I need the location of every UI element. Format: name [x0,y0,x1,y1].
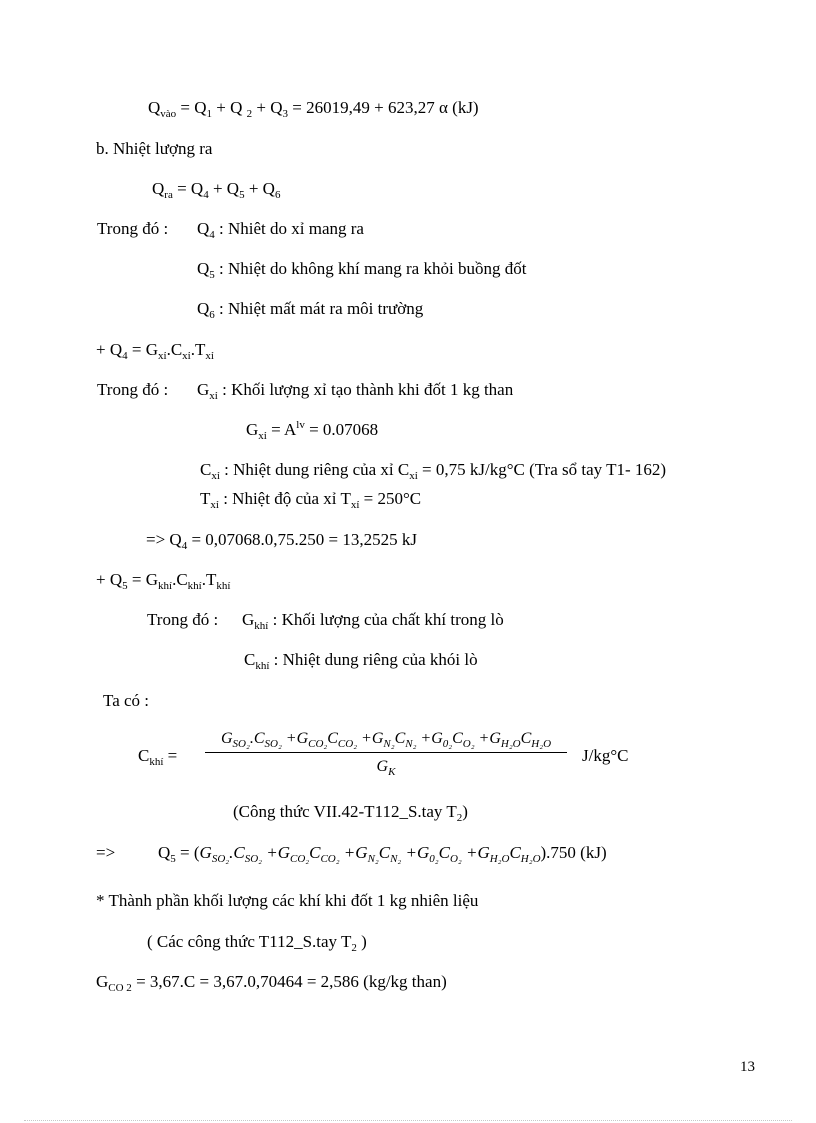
q5-formula: + $Q_5 = G_{khí}.C_{khí}.T_{khí}$ [96,570,231,592]
ta-co-label: Ta có : [103,691,150,710]
ckhi-unit: J/kg°C [582,746,629,765]
ckhi-fraction [205,728,567,778]
def-gxi: $G_{xỉ}$ : Khối lượng xỉ tạo thành khi đốt 1 kg than [197,380,514,402]
formula-reference: (Công thức VII.42-T112_S.tay $T_2$) [233,802,468,824]
formula-reference-2: ( Các công thức T112_S.tay $T_2$ ) [147,932,367,954]
qvao-equation: $Q_{vào} = Q_1 + Q$ $_2 + Q_3 = 26019,49 + 623,27$ α (kJ) [148,98,479,120]
ckhi-lhs: $C_{khí}$ = [138,746,178,768]
def-q5: $Q_5$ : Nhiệt do không khí mang ra khỏi buồng đốt [197,259,527,281]
page-number: 13 [740,1059,755,1075]
gco2-equation: $G_{CO 2} = 3,67.C = 3,67.0,70464 = 2,586$ (kg/kg than) [96,972,447,994]
alpha-symbol: α [438,98,448,117]
trong-do-label: Trong đó : [97,380,169,399]
fraction-numerator: $G_{SO_2}.C_{SO_2} +G_{CO_2}C_{CO_2} +G_{N_2}C_{N_2} +G_{0_2}C_{O_2} +G_{H_2O}C_{H_2O}$ [220,730,552,750]
def-q6: $Q_6$ : Nhiệt mất mát ra môi trường [197,299,424,321]
def-q4: $Q_4$ : Nhiêt do xỉ mang ra [197,219,364,241]
def-ckhi: $C_{khí}$ : Nhiệt dung riêng của khói lò [244,650,478,672]
def-cxi: $C_{xỉ}$ : Nhiệt dung riêng của xỉ $C_{xỉ} = 0,75$ kJ/kg°C (Tra sổ tay T1- 162) [200,460,667,482]
section-heading: b. Nhiệt lượng ra [96,139,213,158]
trong-do-label: Trong đó : [147,610,219,629]
def-gkhi: $G_{khí}$ : Khối lượng của chất khí trong lò [242,610,504,632]
gxi-value: $G_{xỉ} = A^{lv} = 0.07068$ [246,419,379,442]
fraction-denominator: $G_K$ [376,758,396,778]
trong-do-label: Trong đó : [97,219,169,238]
q4-result: => $Q_4 = 0,07068.0,75.250 = 13,2525$ kJ [146,530,417,552]
q5-expansion: $Q_5 = (G_{SO_2}.C_{SO_2} +G_{CO_2}C_{CO_2} +G_{N_2}C_{N_2} +G_{0_2}C_{O_2} +G_{H_2O}C_{H_2O}).750$ (kJ) [158,843,607,865]
def-txi: $T_{xỉ}$ : Nhiệt độ của xỉ $T_{xỉ} = 250^\circ C$ [200,489,422,511]
q4-formula: + $Q_4 = G_{xỉ}.C_{xỉ}.T_{xỉ}$ [96,340,214,362]
arrow: => [96,843,116,862]
fraction-bar [205,752,567,753]
page-edge-divider [24,1120,792,1121]
qra-equation: $Q_{ra} = Q_4 + Q_5 + Q_6$ [152,179,281,201]
composition-heading: * Thành phần khối lượng các khí khi đốt 1 kg nhiên liệu [96,891,479,910]
